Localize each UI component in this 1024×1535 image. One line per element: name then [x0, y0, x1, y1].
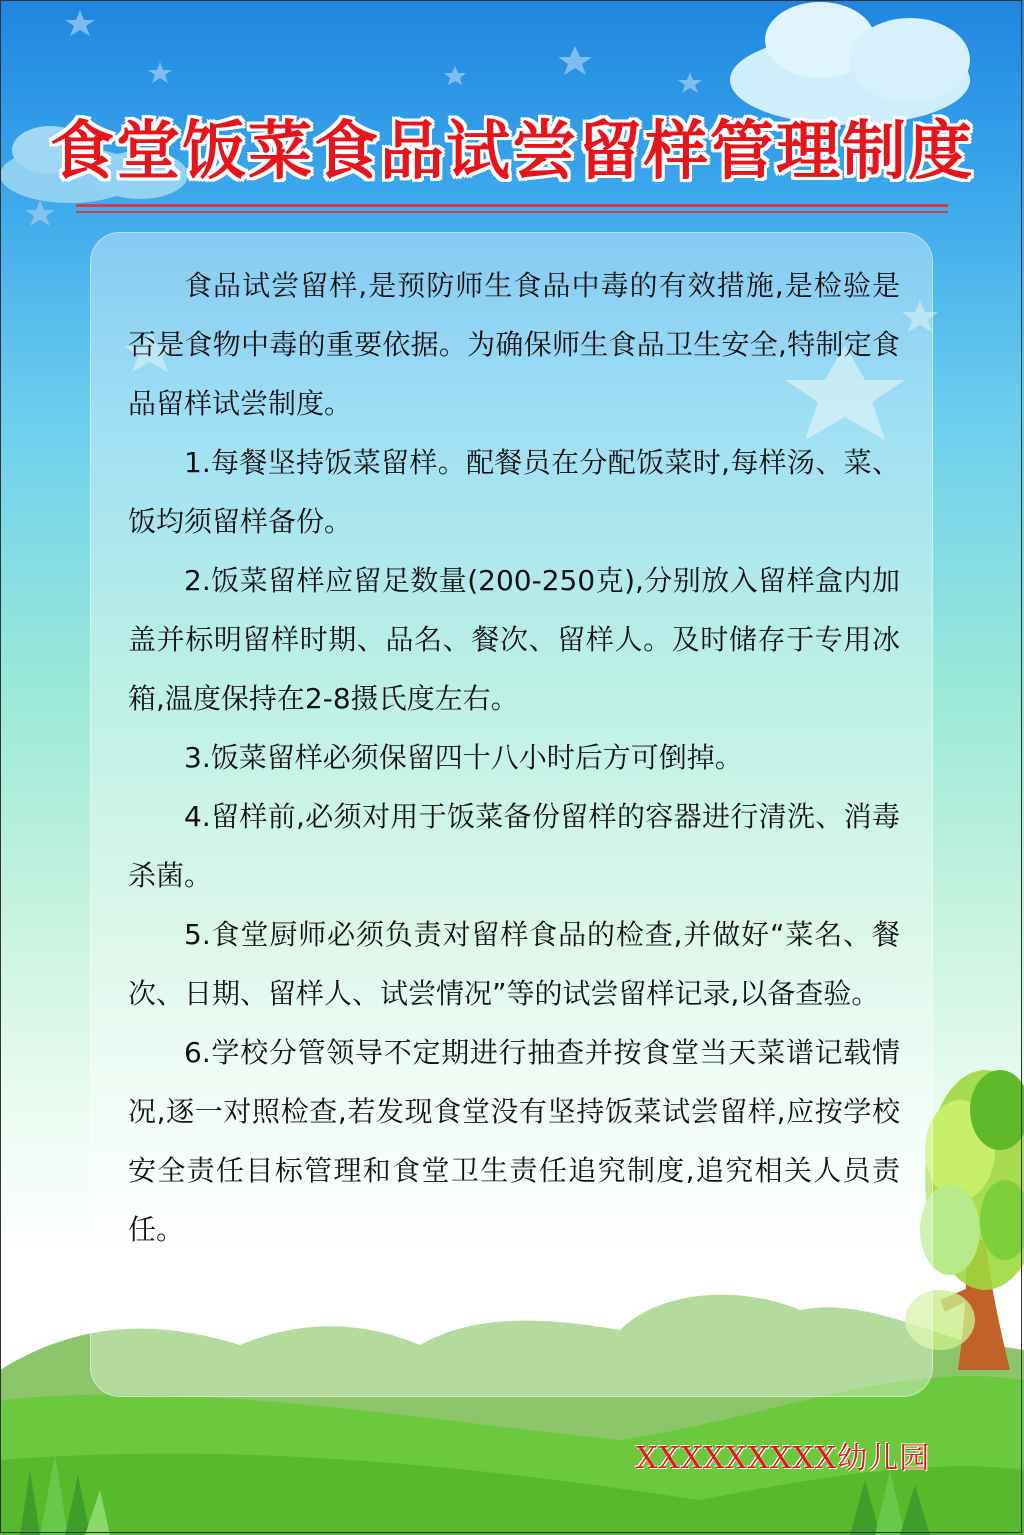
rule-2: 2.饭菜留样应留足数量(200-250克),分别放入留样盒内加盖并标明留样时期、品名、餐次、留样人。及时储存于专用冰箱,温度保持在2-8摄氏度左右。: [128, 564, 900, 715]
page-title: 食堂饭菜食品试尝留样管理制度: [50, 114, 974, 189]
title-underline-bottom: [76, 211, 948, 213]
kindergarten-name: XXXXXXXXX幼儿园: [636, 1441, 931, 1476]
rule-5: 5.食堂厨师必须负责对留样食品的检查,并做好“菜名、餐次、日期、留样人、试尝情况”等的试尝留样记录,以备查验。: [128, 918, 900, 1010]
rule-3: 3.饭菜留样必须保留四十八小时后方可倒掉。: [184, 741, 743, 774]
rule-1: 1.每餐坚持饭菜留样。配餐员在分配饭菜时,每样汤、菜、饭均须留样备份。: [128, 446, 900, 538]
intro-paragraph: 食品试尝留样,是预防师生食品中毒的有效措施,是检验是否是食物中毒的重要依据。为确保师生食品卫生安全,特制定食品留样试尝制度。: [128, 269, 900, 420]
rule-4: 4.留样前,必须对用于饭菜备份留样的容器进行清洗、消毒杀菌。: [128, 800, 900, 892]
rule-6: 6.学校分管领导不定期进行抽查并按食堂当天菜谱记载情况,逐一对照检查,若发现食堂没有坚持饭菜试尝留样,应按学校安全责任目标管理和食堂卫生责任追究制度,追究相关人员责任。: [128, 1036, 900, 1246]
title-underline-top: [76, 204, 948, 207]
regulation-text: [128, 256, 900, 1259]
